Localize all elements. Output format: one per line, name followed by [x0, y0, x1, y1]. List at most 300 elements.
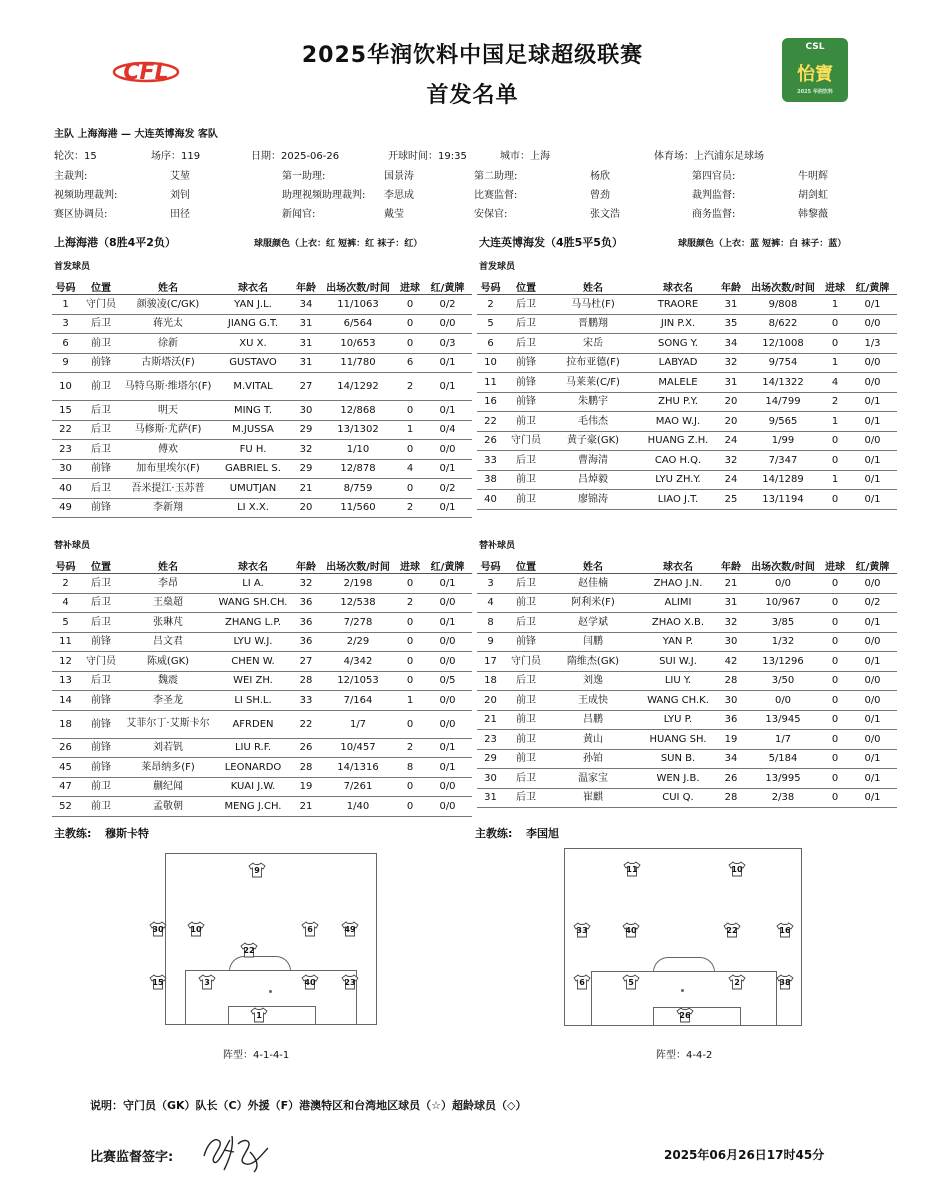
- table-cell: WANG SH.CH.: [213, 593, 293, 613]
- table-cell: 0: [822, 431, 848, 451]
- column-header: 进球: [397, 558, 423, 574]
- table-cell: 前锋: [504, 632, 548, 652]
- table-cell: 0: [397, 574, 423, 594]
- table-cell: 后卫: [504, 334, 548, 354]
- table-cell: LYU P.: [638, 710, 718, 730]
- table-row: [477, 769, 897, 789]
- table-cell: 45: [52, 758, 79, 778]
- table-row: [477, 490, 897, 510]
- official-name: 李思成: [384, 190, 414, 201]
- table-cell: 40: [52, 479, 79, 499]
- table-cell: 0/1: [848, 788, 897, 808]
- table-cell: 32: [718, 353, 744, 373]
- table-cell: 前卫: [504, 470, 548, 490]
- table-row: [477, 392, 897, 412]
- home-subs-title: 替补球员: [54, 541, 91, 551]
- table-cell: UMUTJAN: [213, 479, 293, 499]
- teams-line: 主队 上海海港 — 大连英博海发 客队: [54, 129, 218, 140]
- column-header: 年龄: [293, 558, 319, 574]
- csl-logo-year: 2025 华润饮料: [797, 89, 833, 95]
- table-cell: 0: [822, 593, 848, 613]
- table-cell: 26: [52, 738, 79, 758]
- table-cell: 阿利米(F): [548, 593, 638, 613]
- table-cell: 5/184: [744, 749, 822, 769]
- table-row: [52, 440, 472, 460]
- table-cell: 12/1053: [319, 671, 397, 691]
- table-cell: HUANG SH.: [638, 730, 718, 750]
- home-coach-name: 穆斯卡特: [105, 827, 149, 840]
- table-cell: 0/0: [848, 671, 897, 691]
- table-cell: 0/1: [423, 401, 472, 421]
- table-cell: 0: [397, 797, 423, 817]
- table-cell: 0/0: [848, 353, 897, 373]
- table-cell: 0: [822, 671, 848, 691]
- column-header: 出场次数/时间: [744, 558, 822, 574]
- table-cell: LI X.X.: [213, 498, 293, 518]
- table-cell: 28: [718, 788, 744, 808]
- table-cell: 14/1316: [319, 758, 397, 778]
- player-shirt-number: 5: [628, 978, 634, 987]
- table-row: [477, 593, 897, 613]
- table-row: [477, 710, 897, 730]
- table-cell: 2: [397, 498, 423, 518]
- table-cell: 13/1194: [744, 490, 822, 510]
- table-cell: 8/759: [319, 479, 397, 499]
- official-name: 韩黎薇: [798, 209, 828, 220]
- table-cell: 40: [477, 490, 504, 510]
- table-cell: 前锋: [79, 738, 123, 758]
- goal-area: [228, 1006, 316, 1025]
- official-name: 胡剑虹: [798, 190, 828, 201]
- column-header: 红/黄牌: [423, 279, 472, 295]
- official-name: 张文浩: [590, 209, 620, 220]
- table-cell: 1/10: [319, 440, 397, 460]
- player-shirt-icon: [149, 921, 167, 937]
- table-cell: 2: [822, 392, 848, 412]
- table-cell: 1: [397, 691, 423, 711]
- column-header: 号码: [477, 558, 504, 574]
- table-cell: 0: [397, 652, 423, 672]
- table-row: [52, 373, 472, 401]
- table-cell: 黄山: [548, 730, 638, 750]
- table-cell: WEN J.B.: [638, 769, 718, 789]
- away-coach-label: 主教练:: [475, 827, 513, 840]
- table-cell: 马特乌斯·维塔尔(F): [123, 373, 213, 401]
- pitch-arc: [653, 957, 715, 972]
- table-cell: 0/0: [848, 574, 897, 594]
- table-cell: 0/1: [423, 574, 472, 594]
- table-cell: 曹海清: [548, 451, 638, 471]
- table-cell: ZHU P.Y.: [638, 392, 718, 412]
- table-cell: 马莱莱(C/F): [548, 373, 638, 393]
- table-cell: 14/1322: [744, 373, 822, 393]
- table-cell: 0/1: [848, 295, 897, 315]
- table-row: [52, 632, 472, 652]
- column-header: 出场次数/时间: [744, 279, 822, 295]
- table-cell: 0: [397, 613, 423, 633]
- table-row: [477, 431, 897, 451]
- penalty-spot: [269, 990, 272, 993]
- table-cell: 0: [397, 440, 423, 460]
- table-cell: 0: [397, 401, 423, 421]
- table-cell: 孟敬朝: [123, 797, 213, 817]
- table-row: [52, 459, 472, 479]
- table-cell: 25: [718, 490, 744, 510]
- table-cell: 廖锦涛: [548, 490, 638, 510]
- table-cell: 0: [822, 490, 848, 510]
- column-header: 红/黄牌: [848, 558, 897, 574]
- table-cell: 13/995: [744, 769, 822, 789]
- table-header-row: [477, 558, 897, 574]
- table-cell: 11: [52, 632, 79, 652]
- table-cell: 32: [718, 451, 744, 471]
- table-cell: 0/0: [423, 314, 472, 334]
- column-header: 位置: [504, 558, 548, 574]
- table-cell: 12: [52, 652, 79, 672]
- column-header: 位置: [79, 279, 123, 295]
- table-cell: 34: [718, 749, 744, 769]
- table-cell: 11: [477, 373, 504, 393]
- table-cell: 前卫: [504, 730, 548, 750]
- table-cell: 0/0: [744, 574, 822, 594]
- table-cell: 0/1: [848, 652, 897, 672]
- table-header-row: [52, 558, 472, 574]
- table-cell: 14/1289: [744, 470, 822, 490]
- table-cell: 前锋: [504, 392, 548, 412]
- home-starters-table: [52, 279, 472, 518]
- table-cell: 0/1: [423, 613, 472, 633]
- official-name: 牛明辉: [798, 171, 828, 182]
- table-cell: 11/560: [319, 498, 397, 518]
- table-cell: 24: [718, 431, 744, 451]
- table-cell: 0/3: [423, 334, 472, 354]
- table-cell: 6: [52, 334, 79, 354]
- table-cell: 1: [822, 295, 848, 315]
- table-cell: 0/4: [423, 420, 472, 440]
- table-cell: 2: [397, 738, 423, 758]
- table-cell: MAO W.J.: [638, 412, 718, 432]
- away-starters-title: 首发球员: [479, 262, 516, 272]
- table-cell: YAN J.L.: [213, 295, 293, 315]
- home-formation-label: 阵型：4-1-4-1: [223, 1050, 290, 1061]
- table-cell: 0/1: [423, 353, 472, 373]
- table-cell: 7/347: [744, 451, 822, 471]
- player-shirt-icon: [573, 974, 591, 990]
- official-name: 田径: [170, 209, 190, 220]
- player-shirt-icon: [776, 922, 794, 938]
- table-cell: 6: [477, 334, 504, 354]
- table-cell: 0: [397, 710, 423, 738]
- table-cell: 26: [477, 431, 504, 451]
- column-header: 号码: [477, 279, 504, 295]
- table-cell: 前锋: [504, 353, 548, 373]
- table-cell: 12/868: [319, 401, 397, 421]
- table-cell: 9/754: [744, 353, 822, 373]
- info-city: 城市：上海: [500, 151, 550, 162]
- table-cell: 0/1: [848, 613, 897, 633]
- table-cell: LIU Y.: [638, 671, 718, 691]
- table-cell: WEI ZH.: [213, 671, 293, 691]
- table-cell: 1: [822, 353, 848, 373]
- column-header: 球衣名: [213, 558, 293, 574]
- table-cell: 23: [52, 440, 79, 460]
- table-cell: 0: [397, 314, 423, 334]
- player-shirt-number: 2: [734, 978, 740, 987]
- table-cell: MENG J.CH.: [213, 797, 293, 817]
- table-cell: HUANG Z.H.: [638, 431, 718, 451]
- table-cell: 22: [477, 412, 504, 432]
- table-cell: 黄子豪(GK): [548, 431, 638, 451]
- table-cell: 0/0: [423, 777, 472, 797]
- table-cell: 4: [52, 593, 79, 613]
- table-cell: 0/0: [848, 373, 897, 393]
- table-cell: 29: [293, 420, 319, 440]
- table-cell: 21: [718, 574, 744, 594]
- table-cell: 加布里埃尔(F): [123, 459, 213, 479]
- info-round: 轮次：15: [54, 151, 97, 162]
- table-cell: 49: [52, 498, 79, 518]
- table-cell: 32: [718, 613, 744, 633]
- table-cell: M.VITAL: [213, 373, 293, 401]
- table-cell: 6/564: [319, 314, 397, 334]
- table-cell: 前锋: [504, 373, 548, 393]
- table-cell: 1/3: [848, 334, 897, 354]
- table-cell: 22: [293, 710, 319, 738]
- official-label: 安保官:: [474, 209, 508, 220]
- table-row: [52, 593, 472, 613]
- home-formation-pitch: [152, 853, 377, 1025]
- table-row: [477, 730, 897, 750]
- table-cell: 31: [293, 353, 319, 373]
- table-cell: 9: [477, 632, 504, 652]
- table-cell: M.JUSSA: [213, 420, 293, 440]
- table-cell: 宋岳: [548, 334, 638, 354]
- table-cell: 14/799: [744, 392, 822, 412]
- table-cell: 9/565: [744, 412, 822, 432]
- table-cell: 31: [718, 593, 744, 613]
- table-cell: 后卫: [504, 574, 548, 594]
- table-row: [52, 314, 472, 334]
- official-name: 艾堃: [170, 171, 190, 182]
- table-cell: 11/780: [319, 353, 397, 373]
- table-cell: 20: [718, 412, 744, 432]
- table-cell: 0/1: [848, 392, 897, 412]
- table-cell: 0/0: [423, 797, 472, 817]
- supervisor-signature: [198, 1128, 274, 1178]
- table-cell: 6: [397, 353, 423, 373]
- table-cell: 吕鹏: [548, 710, 638, 730]
- table-cell: 21: [293, 479, 319, 499]
- table-cell: 4: [477, 593, 504, 613]
- table-cell: 10/457: [319, 738, 397, 758]
- table-cell: 0/1: [848, 451, 897, 471]
- home-subs-table: [52, 558, 472, 817]
- column-header: 号码: [52, 279, 79, 295]
- table-cell: 23: [477, 730, 504, 750]
- table-cell: 后卫: [504, 314, 548, 334]
- table-cell: ZHAO X.B.: [638, 613, 718, 633]
- table-row: [52, 498, 472, 518]
- table-cell: 毛伟杰: [548, 412, 638, 432]
- table-cell: LYU ZH.Y.: [638, 470, 718, 490]
- table-cell: 徐新: [123, 334, 213, 354]
- official-label: 主裁判:: [54, 171, 88, 182]
- table-cell: 2/38: [744, 788, 822, 808]
- table-row: [477, 373, 897, 393]
- table-cell: 刘逸: [548, 671, 638, 691]
- table-cell: 13/945: [744, 710, 822, 730]
- table-cell: 前卫: [79, 797, 123, 817]
- table-cell: 崔麒: [548, 788, 638, 808]
- table-cell: 9: [52, 353, 79, 373]
- table-cell: 13/1296: [744, 652, 822, 672]
- table-cell: 后卫: [79, 593, 123, 613]
- table-cell: 前锋: [79, 710, 123, 738]
- table-cell: 42: [718, 652, 744, 672]
- official-label: 裁判监督:: [692, 190, 736, 201]
- table-row: [52, 691, 472, 711]
- table-cell: 前卫: [79, 777, 123, 797]
- table-cell: 0/2: [848, 593, 897, 613]
- table-row: [477, 788, 897, 808]
- table-cell: 4: [397, 459, 423, 479]
- player-shirt-number: 26: [679, 1011, 691, 1020]
- table-cell: LIU R.F.: [213, 738, 293, 758]
- table-cell: 3: [477, 574, 504, 594]
- table-row: [477, 574, 897, 594]
- table-cell: 34: [293, 295, 319, 315]
- player-shirt-icon: [341, 974, 359, 990]
- table-cell: 0/0: [423, 440, 472, 460]
- csl-logo-top: CSL: [805, 42, 825, 52]
- table-cell: 0/2: [423, 295, 472, 315]
- table-cell: 赵佳楠: [548, 574, 638, 594]
- column-header: 姓名: [123, 279, 213, 295]
- player-shirt-number: 23: [344, 978, 356, 987]
- table-cell: SUN B.: [638, 749, 718, 769]
- csl-logo-brand: 怡寶: [797, 64, 833, 85]
- column-header: 进球: [397, 279, 423, 295]
- table-cell: 1: [822, 470, 848, 490]
- table-cell: 21: [293, 797, 319, 817]
- player-shirt-number: 38: [779, 978, 791, 987]
- table-cell: 0: [822, 613, 848, 633]
- away-kit-colors: 球服颜色（上衣：蓝 短裤：白 袜子：蓝）: [678, 239, 847, 249]
- table-cell: 15: [52, 401, 79, 421]
- player-shirt-number: 49: [344, 925, 356, 934]
- column-header: 出场次数/时间: [319, 279, 397, 295]
- table-cell: 1: [52, 295, 79, 315]
- table-cell: 前锋: [79, 632, 123, 652]
- info-venue: 体育场：上汽浦东足球场: [654, 151, 764, 162]
- player-shirt-icon: [676, 1007, 694, 1023]
- table-cell: 27: [293, 373, 319, 401]
- table-cell: 蒯纪闻: [123, 777, 213, 797]
- player-shirt-icon: [622, 974, 640, 990]
- table-cell: ZHAO J.N.: [638, 574, 718, 594]
- table-cell: 28: [293, 758, 319, 778]
- table-cell: 前卫: [504, 710, 548, 730]
- player-shirt-icon: [149, 974, 167, 990]
- table-cell: 30: [477, 769, 504, 789]
- table-cell: 后卫: [504, 295, 548, 315]
- table-row: [52, 574, 472, 594]
- table-cell: 33: [477, 451, 504, 471]
- table-row: [52, 738, 472, 758]
- table-row: [52, 353, 472, 373]
- table-cell: 0/0: [423, 593, 472, 613]
- table-row: [52, 671, 472, 691]
- official-name: 国景涛: [384, 171, 414, 182]
- table-cell: 7/278: [319, 613, 397, 633]
- table-cell: 0/1: [423, 758, 472, 778]
- table-cell: 8/622: [744, 314, 822, 334]
- table-cell: 31: [718, 373, 744, 393]
- player-shirt-icon: [776, 974, 794, 990]
- column-header: 姓名: [548, 558, 638, 574]
- table-cell: LYU W.J.: [213, 632, 293, 652]
- table-cell: 34: [718, 334, 744, 354]
- goal-area: [653, 1007, 741, 1026]
- table-cell: 0/0: [848, 632, 897, 652]
- home-kit-colors: 球服颜色（上衣：红 短裤：红 袜子：红）: [254, 239, 423, 249]
- table-cell: 22: [52, 420, 79, 440]
- table-cell: 后卫: [79, 420, 123, 440]
- table-header-row: [477, 279, 897, 295]
- table-cell: 2: [52, 574, 79, 594]
- table-cell: WANG CH.K.: [638, 691, 718, 711]
- table-cell: 3/50: [744, 671, 822, 691]
- table-cell: 1: [822, 412, 848, 432]
- table-cell: 12/538: [319, 593, 397, 613]
- table-row: [477, 749, 897, 769]
- table-cell: 18: [477, 671, 504, 691]
- table-cell: 前锋: [79, 758, 123, 778]
- table-cell: 36: [718, 710, 744, 730]
- column-header: 红/黄牌: [423, 558, 472, 574]
- table-cell: 11/1063: [319, 295, 397, 315]
- table-cell: 36: [293, 632, 319, 652]
- table-row: [52, 758, 472, 778]
- table-cell: 2: [397, 373, 423, 401]
- table-cell: 0: [397, 632, 423, 652]
- table-cell: FU H.: [213, 440, 293, 460]
- table-row: [52, 295, 472, 315]
- table-cell: 前卫: [79, 373, 123, 401]
- table-cell: JIANG G.T.: [213, 314, 293, 334]
- player-shirt-icon: [622, 922, 640, 938]
- player-shirt-number: 1: [256, 1011, 262, 1020]
- table-cell: 1/99: [744, 431, 822, 451]
- table-cell: 前卫: [504, 691, 548, 711]
- legend-note: 说明：守门员（GK）队长（C）外援（F）港澳特区和台湾地区球员（☆）超龄球员（◇）: [90, 1099, 527, 1112]
- table-row: [477, 671, 897, 691]
- player-shirt-icon: [728, 974, 746, 990]
- table-cell: GUSTAVO: [213, 353, 293, 373]
- player-shirt-number: 6: [307, 925, 313, 934]
- table-row: [52, 710, 472, 738]
- pitch-arc: [229, 956, 291, 971]
- table-header-row: [52, 279, 472, 295]
- table-cell: 0: [822, 574, 848, 594]
- player-shirt-icon: [301, 974, 319, 990]
- table-cell: 后卫: [79, 314, 123, 334]
- table-cell: 孙铂: [548, 749, 638, 769]
- table-cell: 0/2: [423, 479, 472, 499]
- column-header: 年龄: [718, 558, 744, 574]
- table-row: [477, 470, 897, 490]
- table-cell: 19: [718, 730, 744, 750]
